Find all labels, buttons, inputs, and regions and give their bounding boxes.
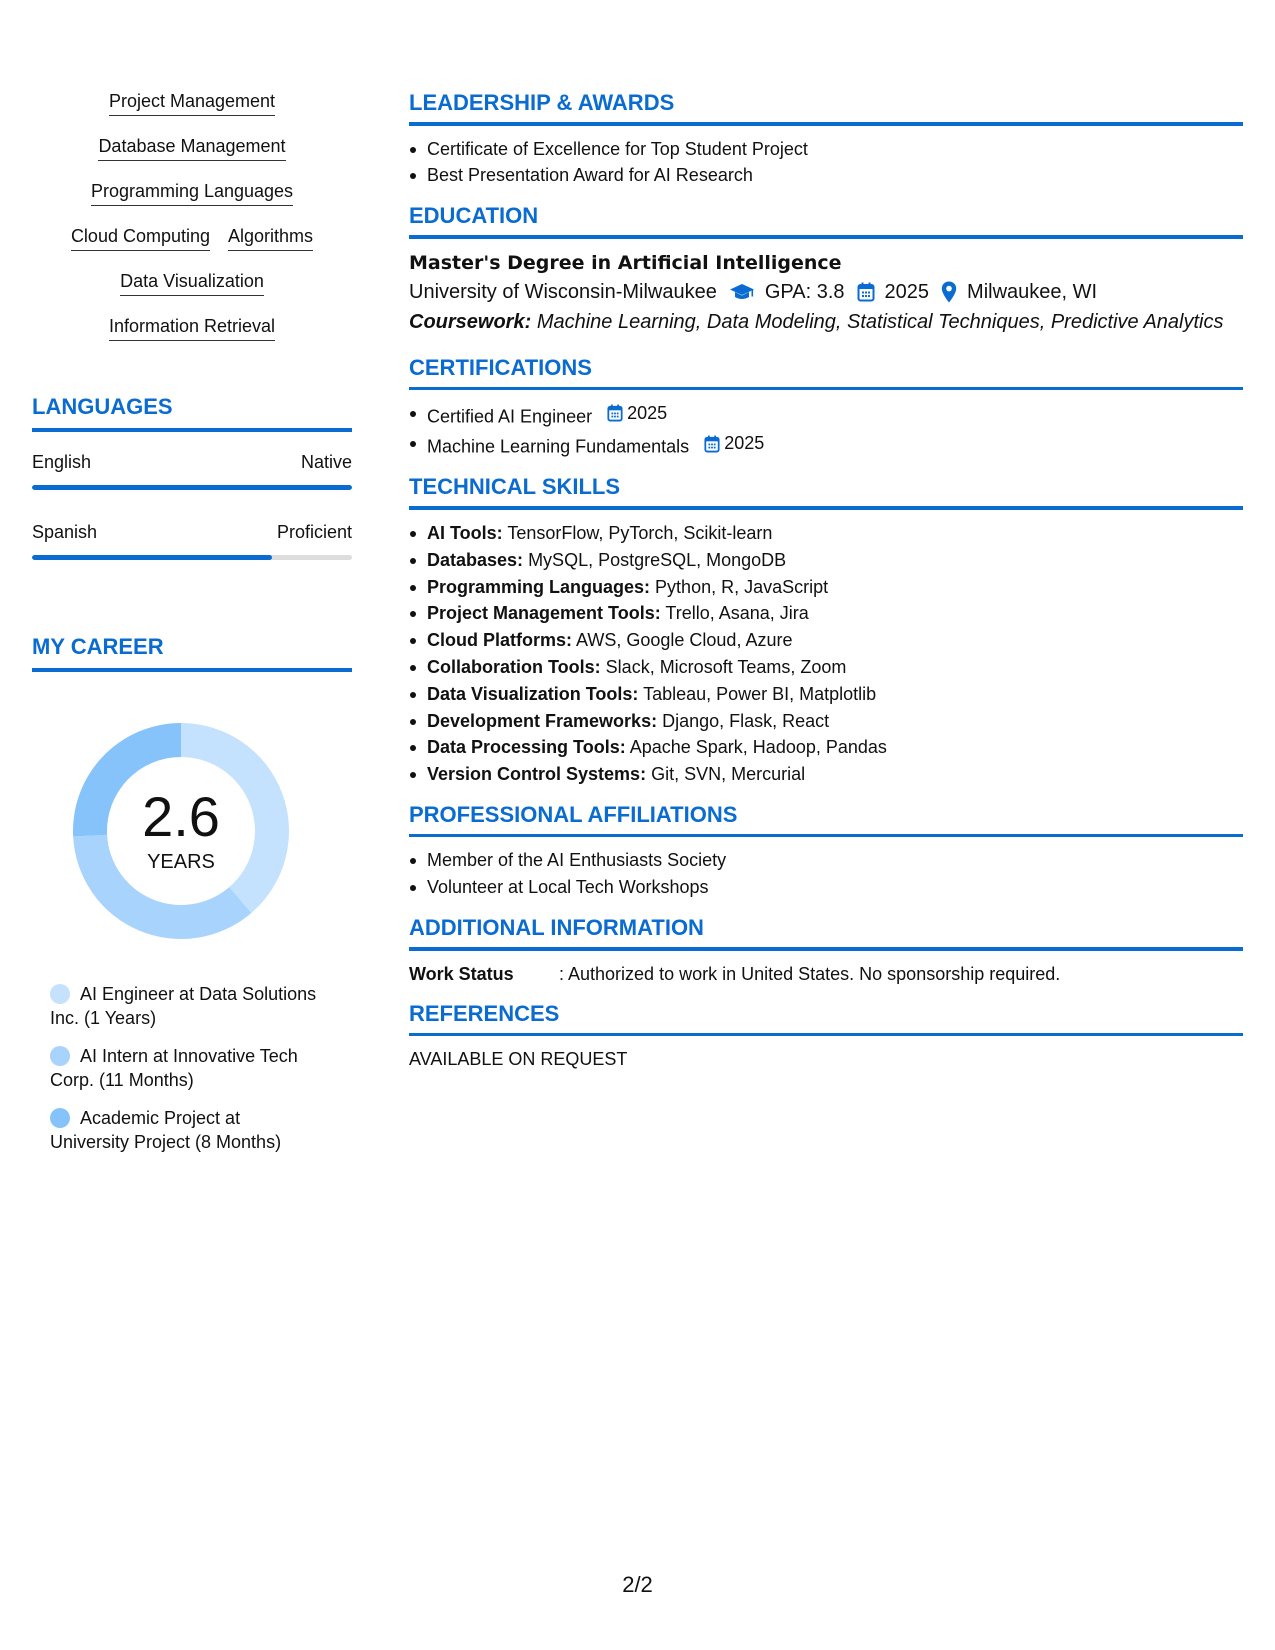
- career-total-value: 2.6: [142, 784, 220, 848]
- section-rule: [409, 834, 1243, 838]
- skill-values: Django, Flask, React: [662, 710, 830, 731]
- skills-cloud: [32, 80, 352, 350]
- languages-heading: LANGUAGES: [32, 394, 173, 419]
- language-name: Spanish: [32, 522, 98, 542]
- certification-year: 2025: [627, 403, 668, 424]
- career-legend-item: [50, 1106, 322, 1154]
- skill-values: Trello, Asana, Jira: [665, 603, 809, 624]
- skill-values: Slack, Microsoft Teams, Zoom: [605, 656, 847, 677]
- skill-values: Tableau, Power BI, Matplotlib: [643, 683, 877, 704]
- calendar-icon: [704, 435, 720, 453]
- section-rule: [409, 122, 1243, 126]
- skill-category: Version Control Systems:: [427, 764, 647, 785]
- graduation-cap-icon: [729, 283, 755, 301]
- list-item: [409, 681, 1243, 708]
- technical-skills-heading: TECHNICAL SKILLS: [409, 474, 621, 500]
- career-legend-label: Academic Project at University Project (8 Months): [50, 1108, 282, 1152]
- language-proficiency-bar: [32, 485, 352, 490]
- references-section: [409, 1001, 1243, 1073]
- skill-category: Databases:: [427, 549, 524, 570]
- legend-dot: [50, 1046, 70, 1066]
- skill-tag: Project Management: [109, 80, 275, 116]
- skill-values: Python, R, JavaScript: [655, 576, 829, 597]
- skills-row: [120, 260, 264, 305]
- career-legend-item: [50, 1044, 322, 1092]
- skill-values: Apache Spark, Hadoop, Pandas: [629, 737, 887, 758]
- skill-values: Git, SVN, Mercurial: [651, 764, 806, 785]
- skill-category: Data Processing Tools:: [427, 737, 626, 758]
- skill-values: AWS, Google Cloud, Azure: [576, 630, 793, 651]
- section-rule: [409, 235, 1243, 239]
- skill-tag: Data Visualization: [120, 260, 264, 296]
- coursework-list: Machine Learning, Data Modeling, Statistical Techniques, Predictive Analytics: [536, 310, 1224, 333]
- education-details: [409, 277, 1243, 307]
- leadership-section: [409, 90, 1243, 189]
- skill-category: Collaboration Tools:: [427, 656, 601, 677]
- coursework-label: Coursework:: [409, 310, 532, 333]
- list-item: [409, 761, 1243, 788]
- skill-category: Data Visualization Tools:: [427, 683, 639, 704]
- education-heading: EDUCATION: [409, 203, 539, 229]
- additional-info-heading: ADDITIONAL INFORMATION: [409, 915, 704, 941]
- list-item: [409, 400, 1243, 430]
- skill-values: MySQL, PostgreSQL, MongoDB: [528, 549, 787, 570]
- coursework-line: [409, 307, 1243, 337]
- list-item: Volunteer at Local Tech Workshops: [409, 874, 1243, 901]
- languages-section: [32, 394, 352, 560]
- language-level: Proficient: [276, 522, 352, 542]
- skill-category: Programming Languages:: [427, 576, 651, 597]
- language-level: Native: [300, 452, 352, 472]
- skill-category: AI Tools:: [427, 522, 503, 543]
- list-item: [409, 574, 1243, 601]
- section-rule: [409, 506, 1243, 510]
- work-status-label: Work Status: [409, 963, 514, 984]
- career-heading: MY CAREER: [32, 634, 164, 659]
- career-total-unit: YEARS: [147, 850, 215, 873]
- affiliations-section: [409, 802, 1243, 901]
- list-item: [409, 430, 1243, 460]
- languages-rule: [32, 428, 352, 432]
- certification-name: Machine Learning Fundamentals: [427, 436, 690, 457]
- additional-info-section: [409, 915, 1243, 987]
- sidebar: [32, 80, 352, 1168]
- language-proficiency-fill: [32, 555, 272, 560]
- certification-name: Certified AI Engineer: [427, 406, 593, 427]
- work-status-row: [409, 961, 1243, 987]
- leadership-heading: LEADERSHIP & AWARDS: [409, 90, 675, 115]
- skills-row: [109, 305, 275, 350]
- language-proficiency-bar: [32, 555, 352, 560]
- skill-values: TensorFlow, PyTorch, Scikit-learn: [507, 522, 773, 543]
- language-name: English: [32, 452, 92, 472]
- technical-skills-section: [409, 474, 1243, 787]
- list-item: Certificate of Excellence for Top Student Project: [409, 136, 1243, 163]
- references-heading: REFERENCES: [409, 1000, 560, 1026]
- legend-dot: [50, 1108, 70, 1128]
- work-status-value: : Authorized to work in United States. No sponsorship required.: [559, 963, 1061, 984]
- career-legend-label: AI Engineer at Data Solutions Inc. (1 Years): [50, 984, 317, 1028]
- career-legend: [32, 982, 322, 1154]
- skill-tag: Cloud Computing: [71, 215, 210, 251]
- list-item: Best Presentation Award for AI Research: [409, 162, 1243, 189]
- skills-row: [91, 170, 293, 215]
- career-section: [32, 634, 352, 1154]
- location-pin-icon: [941, 281, 957, 303]
- gpa-value: GPA: 3.8: [764, 280, 845, 303]
- skill-tag: Database Management: [98, 125, 285, 161]
- references-text: AVAILABLE ON REQUEST: [409, 1049, 628, 1070]
- section-rule: [409, 947, 1243, 951]
- affiliations-heading: PROFESSIONAL AFFILIATIONS: [409, 801, 738, 827]
- language-item: [32, 522, 352, 560]
- list-item: [409, 734, 1243, 761]
- language-item: [32, 452, 352, 490]
- certifications-heading: CERTIFICATIONS: [409, 354, 592, 380]
- career-rule: [32, 668, 352, 672]
- certification-year: 2025: [724, 433, 765, 454]
- career-legend-item: [50, 982, 322, 1030]
- degree-title: Master's Degree in Artificial Intelligence: [409, 251, 842, 274]
- calendar-icon: [857, 282, 875, 302]
- section-rule: [409, 1033, 1243, 1037]
- main-content: [409, 90, 1243, 1086]
- skill-category: Development Frameworks:: [427, 710, 658, 731]
- legend-dot: [50, 984, 70, 1004]
- calendar-icon: [607, 404, 623, 422]
- skill-category: Cloud Platforms:: [427, 630, 573, 651]
- certifications-section: [409, 355, 1243, 461]
- graduation-year: 2025: [884, 280, 930, 303]
- list-item: [409, 627, 1243, 654]
- list-item: [409, 547, 1243, 574]
- section-rule: [409, 387, 1243, 391]
- skill-tag: Algorithms: [228, 215, 313, 251]
- school-name: University of Wisconsin-Milwaukee: [409, 280, 717, 303]
- career-legend-label: AI Intern at Innovative Tech Corp. (11 Months): [50, 1046, 298, 1090]
- school-location: Milwaukee, WI: [967, 280, 1098, 303]
- skills-row: [98, 125, 285, 170]
- list-item: [409, 654, 1243, 681]
- career-donut-chart: [66, 716, 296, 946]
- skill-tag: Information Retrieval: [109, 305, 275, 341]
- list-item: Member of the AI Enthusiasts Society: [409, 847, 1243, 874]
- education-section: [409, 203, 1243, 337]
- list-item: [409, 708, 1243, 735]
- list-item: [409, 520, 1243, 547]
- career-center: [66, 716, 296, 946]
- list-item: [409, 600, 1243, 627]
- skill-tag: Programming Languages: [91, 170, 293, 206]
- page-number: 2/2: [622, 1572, 653, 1597]
- skill-category: Project Management Tools:: [427, 603, 661, 624]
- language-proficiency-fill: [32, 485, 352, 490]
- skills-row: [71, 215, 313, 260]
- skills-row: [109, 80, 275, 125]
